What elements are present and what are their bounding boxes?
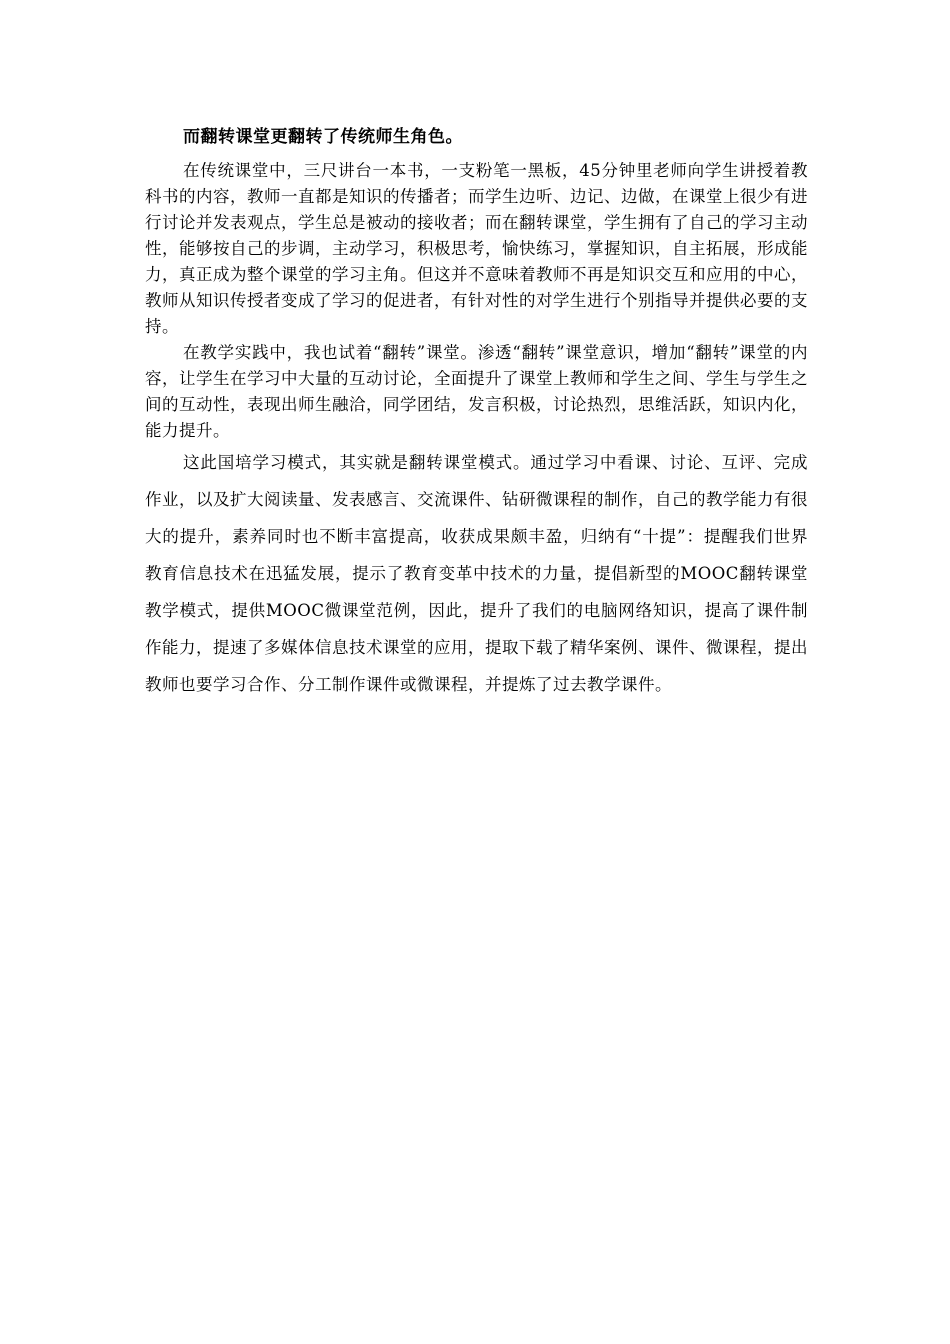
document-body: [145, 124, 808, 703]
section-heading: 而翻转课堂更翻转了传统师生角色。: [183, 127, 463, 147]
paragraph-traditional-classroom: 在传统课堂中，三尺讲台一本书，一支粉笔一黑板，45分钟里老师向学生讲授着教科书的内容，教师一直都是知识的传播者；而学生边听、边记、边做，在课堂上很少有进行讨论并发表观点，学生总是被动的接收者；而在翻转课堂，学生拥有了自己的学习主动性，能够按自己的步调，主动学习，积极思考，愉快练习，掌握知识，自主拓展，形成能力，真正成为整个课堂的学习主角。但这并不意味着教师不再是知识交互和应用的中心，教师从知识传授者变成了学习的促进者，有针对性的对学生进行个别指导并提供必要的支持。: [145, 161, 808, 336]
paragraph-training-mode: 这此国培学习模式，其实就是翻转课堂模式。通过学习中看课、讨论、互评、完成作业，以及扩大阅读量、发表感言、交流课件、钻研微课程的制作，自己的教学能力有很大的提升，素养同时也不断丰富提高，收获成果颇丰盈，归纳有“十提”：提醒我们世界教育信息技术在迅猛发展，提示了教育变革中技术的力量，提倡新型的MOOC翻转课堂教学模式，提供MOOC微课堂范例，因此，提升了我们的电脑网络知识，提高了课件制作能力，提速了多媒体信息技术课堂的应用，提取下载了精华案例、课件、微课程，提出教师也要学习合作、分工制作课件或微课程，并提炼了过去教学课件。: [145, 453, 808, 694]
paragraph-teaching-practice: 在教学实践中，我也试着“翻转”课堂。渗透“翻转”课堂意识，增加“翻转”课堂的内容，让学生在学习中大量的互动讨论，全面提升了课堂上教师和学生之间、学生与学生之间的互动性，表现出师生融洽，同学团结，发言积极，讨论热烈，思维活跃，知识内化，能力提升。: [145, 343, 808, 440]
